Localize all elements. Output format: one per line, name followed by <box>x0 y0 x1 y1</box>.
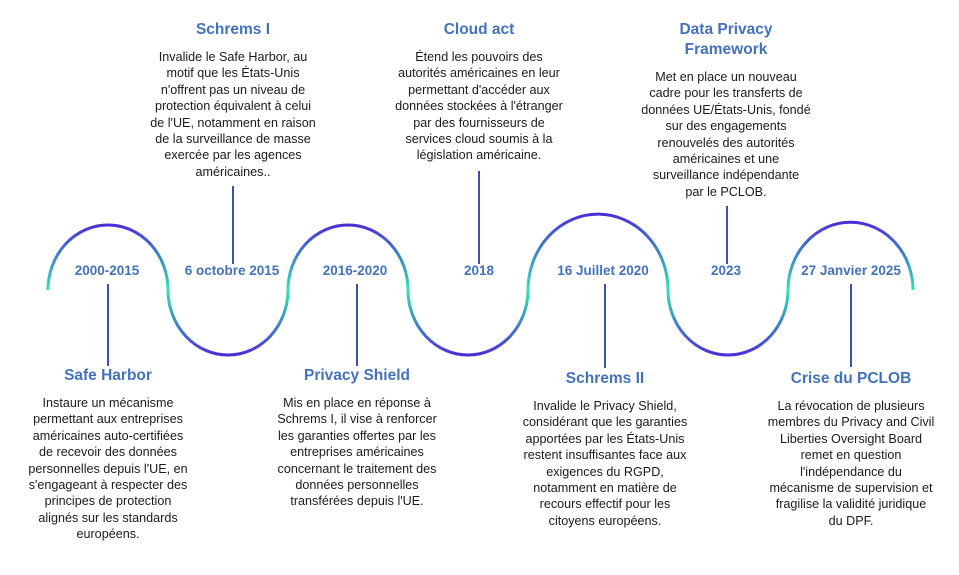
event-title-safeharbor: Safe Harbor <box>64 367 152 384</box>
event-desc-cloudact: Étend les pouvoirs des autorités américaines en leur permettant d'accéder aux données stockées à l'étranger par des fournisseurs de services cloud soumis à la législation américaine. <box>395 50 563 163</box>
stem-pclob <box>850 284 852 367</box>
stem-schrems2 <box>604 284 606 368</box>
event-desc-schrems1: Invalide le Safe Harbor, au motif que les États-Unis n'offrent pas un niveau de protection équivalent à celui de l'UE, notamment en raison de la surveillance de masse exercée par les agences américaines.. <box>150 50 316 179</box>
wave-arc-4 <box>408 290 528 355</box>
event-desc-safeharbor: Instaure un mécanisme permettant aux entreprises américaines auto-certifiées de recevoir des données personnelles depuis l'UE, en s'engageant à respecter des principes de protection alignés sur les standards européens. <box>28 396 188 542</box>
date-label: 27 Janvier 2025 <box>801 263 901 278</box>
date-label: 2000-2015 <box>74 263 140 278</box>
stem-safeharbor <box>107 284 109 366</box>
date-label: 2016-2020 <box>322 263 388 278</box>
stem-privacyshield <box>356 284 358 366</box>
wave-arc-2 <box>168 290 288 355</box>
event-title-privacyshield: Privacy Shield <box>304 367 410 384</box>
event-title-schrems2: Schrems II <box>565 370 645 387</box>
event-title-schrems1: Schrems I <box>195 21 271 38</box>
event-title-dpf: Data Privacy Framework <box>679 21 773 58</box>
wave-arc-6 <box>668 290 788 355</box>
date-label: 2018 <box>463 263 495 278</box>
event-title-cloudact: Cloud act <box>443 21 515 38</box>
event-desc-schrems2: Invalide le Privacy Shield, considérant que les garanties apportées par les États-Unis restent insuffisantes face aux exigences du RGPD, notamment en matière de recours effectif pour les citoyens européens. <box>522 399 688 528</box>
wave-arc-1 <box>48 225 168 290</box>
stem-schrems1 <box>232 186 234 264</box>
stem-dpf <box>726 206 728 264</box>
date-label: 6 octobre 2015 <box>184 263 280 278</box>
event-desc-pclob: La révocation de plusieurs membres du Privacy and Civil Liberties Oversight Board remet en question l'indépendance du mécanisme de supervision et fragilise la validité juridique du DPF. <box>767 399 935 528</box>
date-label: 16 Juillet 2020 <box>557 263 649 278</box>
stem-cloudact <box>478 171 480 264</box>
date-label: 2023 <box>710 263 742 278</box>
wave-arc-3 <box>288 225 408 290</box>
event-title-pclob: Crise du PCLOB <box>790 370 912 387</box>
event-desc-dpf: Met en place un nouveau cadre pour les transferts de données UE/États-Unis, fondé sur des engagements renouvelés des autorités américaines et une surveillance indépendante par le PCLOB. <box>641 70 811 199</box>
event-desc-privacyshield: Mis en place en réponse à Schrems I, il vise à renforcer les garanties offertes par les entreprises américaines concernant le traitement des données personnelles transférées depuis l'UE. <box>277 396 437 509</box>
